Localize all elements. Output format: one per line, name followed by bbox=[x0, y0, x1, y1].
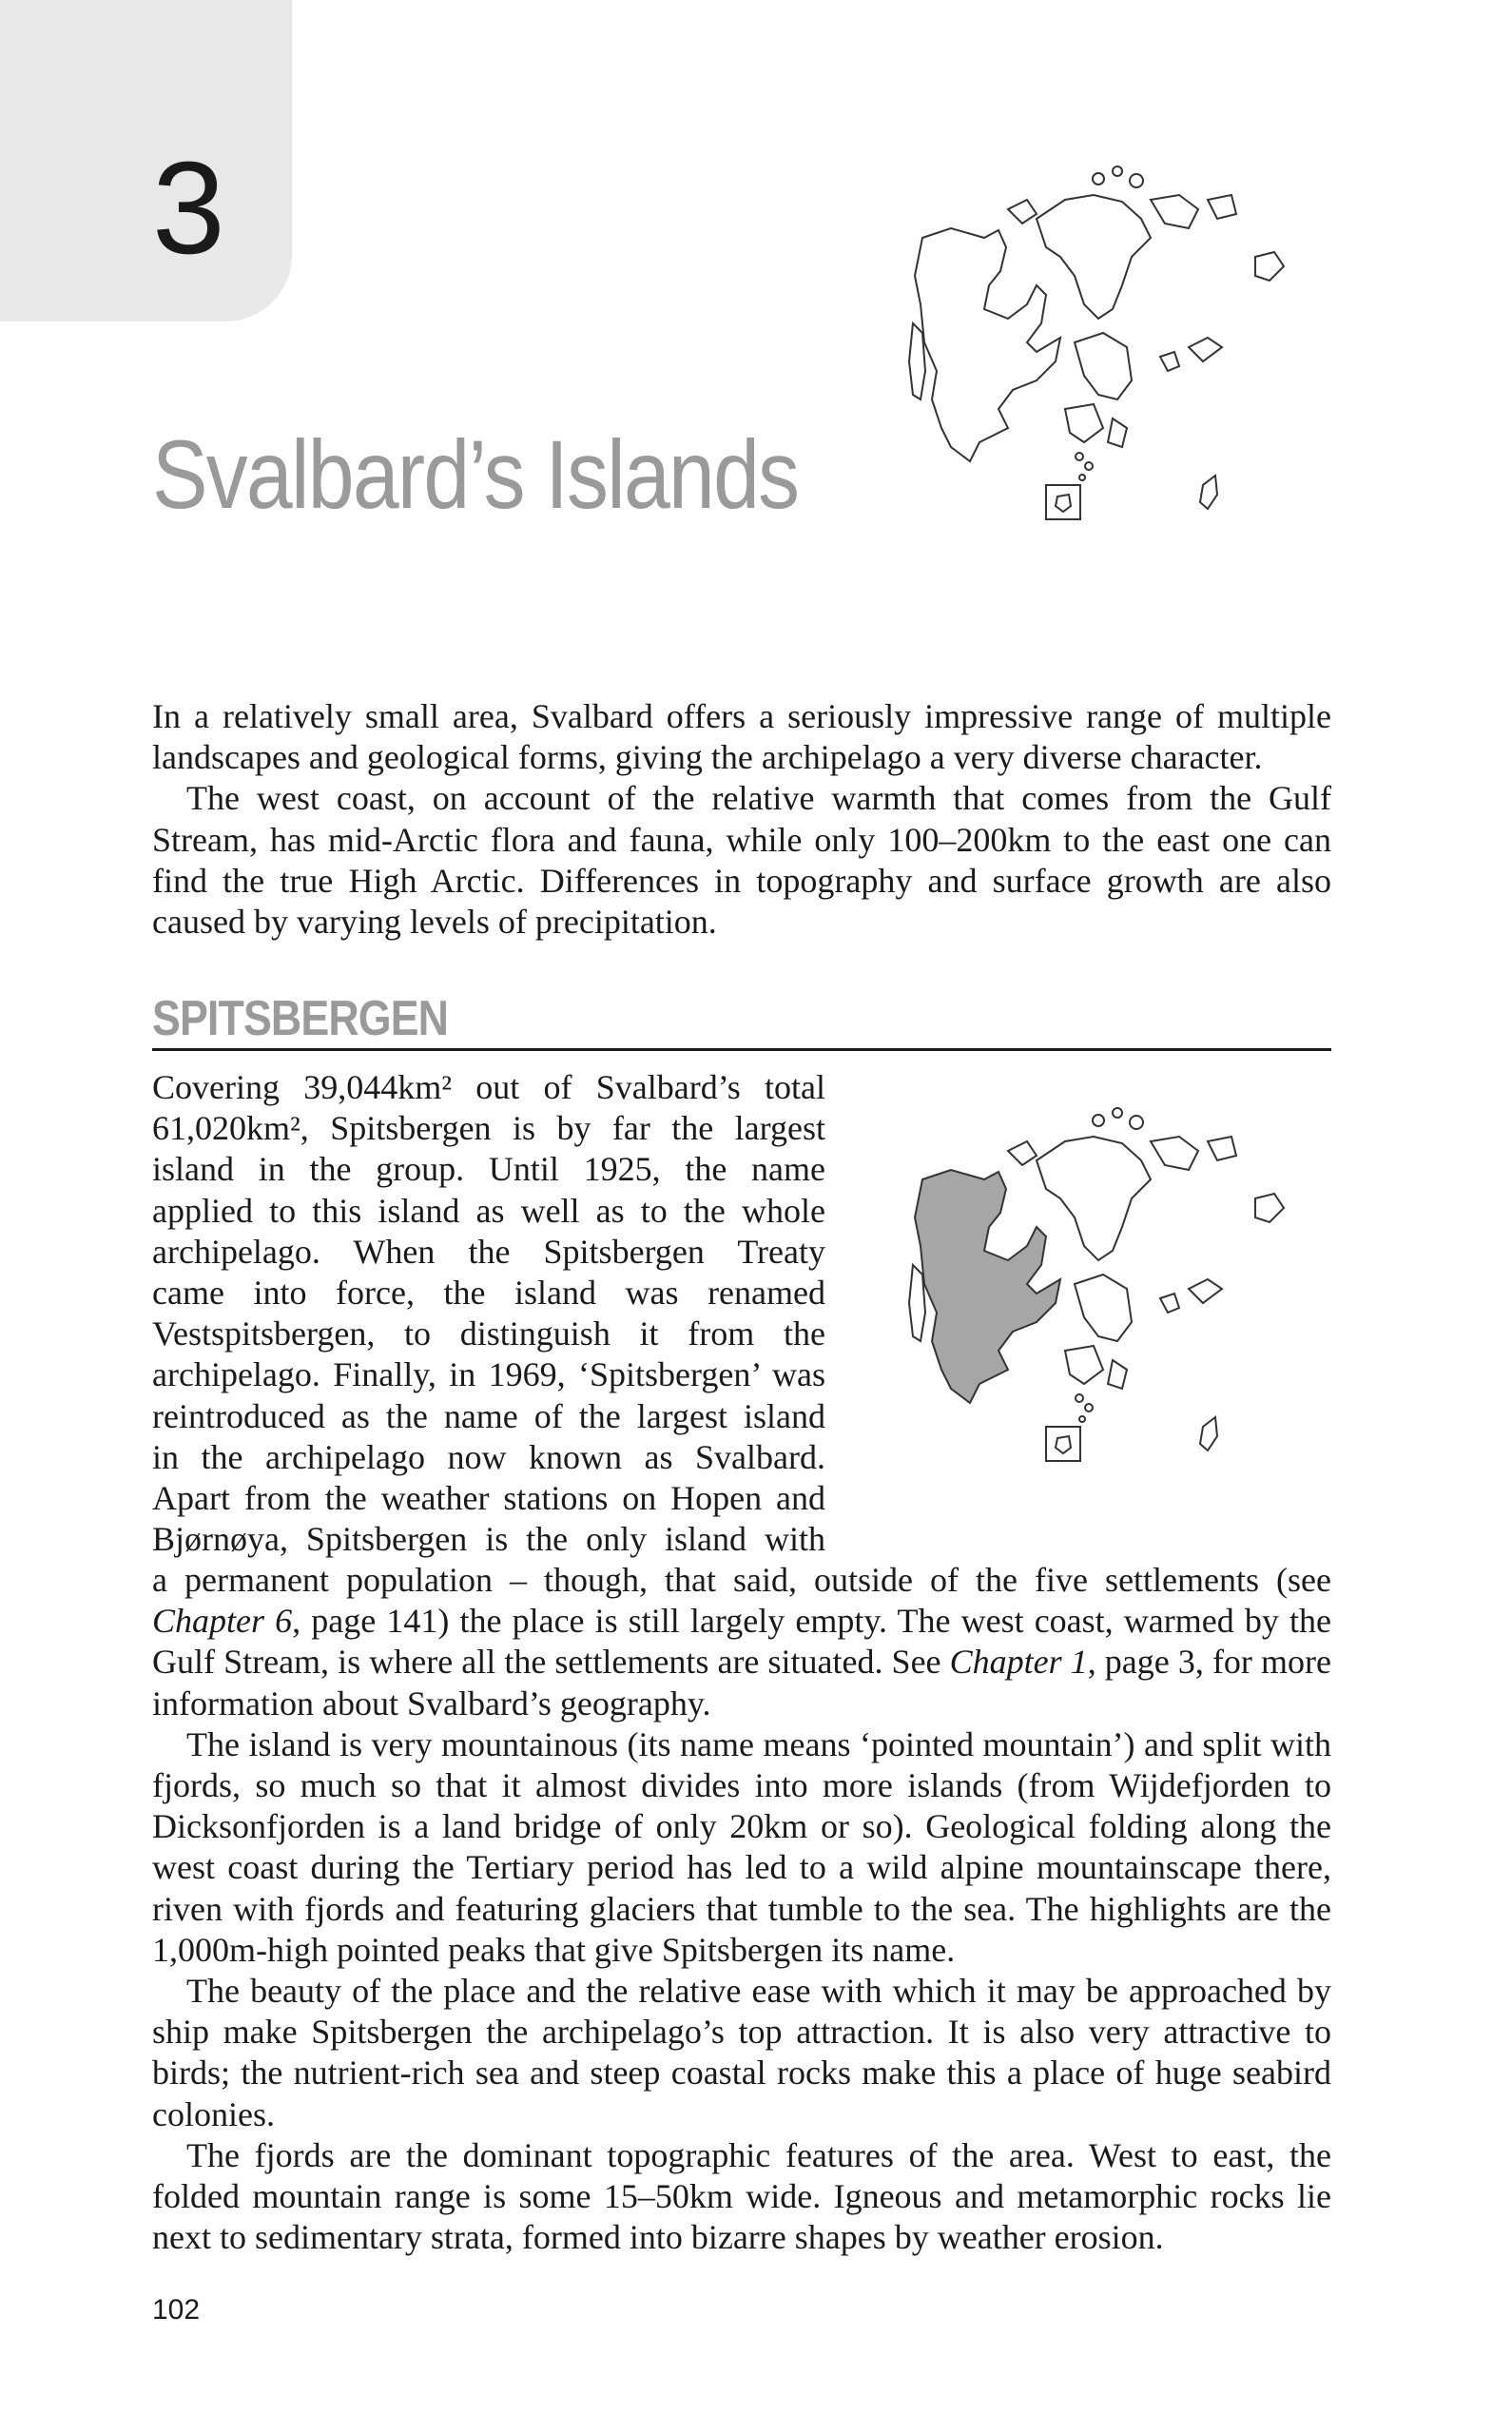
chapter-6-reference: Chapter 6 bbox=[152, 1602, 293, 1641]
intro-text bbox=[152, 696, 1331, 943]
wrapped-line: Bjørnøya, Spitsbergen is the only island with bbox=[152, 1520, 825, 1559]
wrapped-line: archipelago. Finally, in 1969, ‘Spitsbergen’ was bbox=[152, 1355, 825, 1394]
chapter-number: 3 bbox=[152, 135, 225, 282]
body-text-run: a permanent population – though, that said, outside of the five settlements (see bbox=[152, 1561, 1331, 1599]
svalbard-map-icon bbox=[894, 143, 1312, 599]
wrapped-line: Vestspitsbergen, to distinguish it from the bbox=[152, 1314, 825, 1353]
wrapped-line: island in the group. Until 1925, the name bbox=[152, 1150, 825, 1189]
intro-paragraph-1: In a relatively small area, Svalbard offers a seriously impressive range of multiple landscapes and geological forms, giving the archipelago a very diverse character. bbox=[152, 697, 1331, 777]
body-paragraph-1 bbox=[152, 1560, 1331, 1724]
wrapped-line: Apart from the weather stations on Hopen and bbox=[152, 1479, 825, 1518]
body-paragraph-2: The island is very mountainous (its name means ‘pointed mountain’) and split with fjords, so much so that it almost divides into more islands (from Wijdefjorden to Dicksonfjorden is a land bridge of only 20km or so). Geological folding along the west coast during the Tertiary period has led to a wild alpine mountainscape there, riven with fjords and featuring glaciers that tumble to the sea. The highlights are the 1,000m-high pointed peaks that give Spitsbergen its name. bbox=[152, 1724, 1331, 1969]
wrapped-line: Covering 39,044km² out of Svalbard’s total bbox=[152, 1068, 825, 1106]
wrapped-line: applied to this island as well as to the whole bbox=[152, 1191, 825, 1230]
chapter-1-reference: Chapter 1 bbox=[949, 1643, 1088, 1682]
body-text-run: , page 141) the place is still largely empty. The west coast, warmed by the Gulf Stream, is where all the settlements are situated. See bbox=[152, 1602, 1331, 1682]
spitsbergen-highlight-map-icon bbox=[894, 1084, 1312, 1531]
body-paragraph-3: The beauty of the place and the relative ease with which it may be approached by ship make Spitsbergen the archipelago’s top attraction. It is also very attractive to birds; the nutrient-rich sea and steep coastal rocks make this a place of huge seabird colonies. bbox=[152, 1972, 1331, 2133]
section-heading-text: SPITSBERGEN bbox=[152, 991, 449, 1046]
spitsbergen-wrapped-text bbox=[152, 1067, 825, 1560]
intro-paragraph-2: The west coast, on account of the relative warmth that comes from the Gulf Stream, has mid-Arctic flora and fauna, while only 100–200km to the east one can find the true High Arctic. Differences in topography and surface growth are also caused by varying levels of precipitation. bbox=[152, 779, 1331, 942]
wrapped-line: 61,020km², Spitsbergen is by far the largest bbox=[152, 1109, 825, 1148]
section-heading bbox=[152, 989, 1331, 1051]
chapter-title: Svalbard’s Islands bbox=[152, 420, 799, 529]
spitsbergen-body-text bbox=[152, 1560, 1331, 2258]
wrapped-line: reintroduced as the name of the largest island bbox=[152, 1396, 825, 1435]
page-number: 102 bbox=[152, 2294, 201, 2326]
chapter-tab bbox=[0, 0, 292, 321]
wrapped-line: in the archipelago now known as Svalbard. bbox=[152, 1437, 825, 1476]
body-paragraph-4: The fjords are the dominant topographic features of the area. West to east, the folded mountain range is some 15–50km wide. Igneous and metamorphic rocks lie next to sedimentary strata, formed into bizarre shapes by weather erosion. bbox=[152, 2135, 1331, 2257]
body-text-run: , page 3, for more information about Svalbard’s geography. bbox=[152, 1643, 1331, 1723]
wrapped-line: archipelago. When the Spitsbergen Treaty bbox=[152, 1232, 825, 1271]
wrapped-line: came into force, the island was renamed bbox=[152, 1274, 825, 1313]
